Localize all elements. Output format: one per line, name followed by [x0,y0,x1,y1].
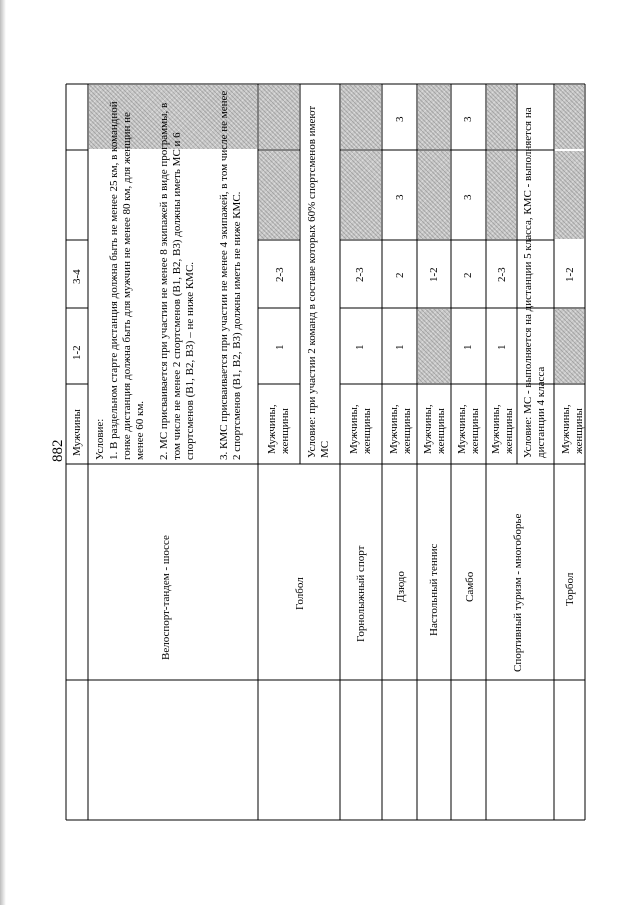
sport-name-tandem: Велоспорт-тандем - шоссе [160,535,172,660]
conditions-title: Условие: [94,418,106,460]
condition-1: 1. В раздельном старте дистанция должна быть не менее 25 км, в командной гонке дистанция должна быть для мужчин не менее 80 км, для женщин не менее 60 км. [108,101,146,460]
table-tennis-r34: 1-2 [428,267,440,282]
tourism-r12: 1 [496,344,508,350]
condition-2: 2. МС присваивается при участии не менее 8 экипажей в виде программы, в том числе не менее 2 спортсменов (В1, В2, В3) должны иметь МС и 6 спортсменов (В1, В2, В3) – не ниже КМС. [158,102,196,460]
shaded-cell [418,85,450,149]
shaded-cell [418,151,450,239]
shaded-cell [341,85,381,149]
sport-name-judo: Дзюдо [395,571,407,602]
header-rank-1-2: 1-2 [71,345,83,360]
goalball-r34: 2-3 [274,267,286,282]
sex-sambo: Мужчины, женщины [456,404,481,454]
torball-r34: 1-2 [564,267,576,282]
sex-sport-tourism: Мужчины, женщины [490,404,515,454]
judo-extra2: 3 [394,116,406,122]
sex-goalball: Мужчины, женщины [266,404,291,454]
sex-alpine: Мужчины, женщины [348,404,373,454]
alpine-r34: 2-3 [354,267,366,282]
shaded-cell [487,151,516,239]
tourism-note: Условие: МС - выполняется на дистанции 5 класса, КМС - выполняется на дистанции 4 класса [522,107,547,458]
sex-table-tennis: Мужчины, женщины [422,404,447,454]
sport-name-sport-tourism: Спортивный туризм - многоборье [512,513,524,672]
condition-3: 3. КМС присваивается при участии не менее 4 экипажей, в том числе не менее 2 спортсменов (В1, В2, В3) должны иметь не ниже КМС. [218,90,243,460]
sport-name-table-tennis: Настольный теннис [428,543,440,636]
sport-name-alpine-skiing: Горнолыжный спорт [355,545,367,642]
shaded-cell [487,85,516,149]
alpine-r12: 1 [354,344,366,350]
sport-name-goalball: Голбол [294,577,306,610]
goalball-r12: 1 [274,344,286,350]
sambo-extra1: 3 [462,194,474,200]
goalball-note: Условие: при участии 2 команд в составе которых 60% спортсменов имеют МС [306,105,331,458]
judo-r34: 2 [394,272,406,278]
header-sex: Мужчины [71,409,83,456]
judo-r12: 1 [394,344,406,350]
judo-extra1: 3 [394,194,406,200]
sambo-extra2: 3 [462,116,474,122]
sambo-r34: 2 [462,272,474,278]
sex-judo: Мужчины, женщины [388,404,413,454]
shaded-cell [418,309,450,383]
tourism-r34: 2-3 [496,267,508,282]
sport-name-torball: Торбол [564,572,576,606]
sex-torball: Мужчины, женщины [560,404,585,454]
shaded-cell [555,85,584,149]
shaded-cell [555,151,584,239]
shaded-cell [259,85,299,149]
sport-name-sambo: Самбо [464,571,476,602]
shaded-cell [259,151,299,239]
header-rank-3-4: 3-4 [71,269,83,284]
sambo-r12: 1 [462,344,474,350]
page-number: 882 [50,439,66,462]
shaded-cell [555,309,584,383]
shaded-cell [341,151,381,239]
